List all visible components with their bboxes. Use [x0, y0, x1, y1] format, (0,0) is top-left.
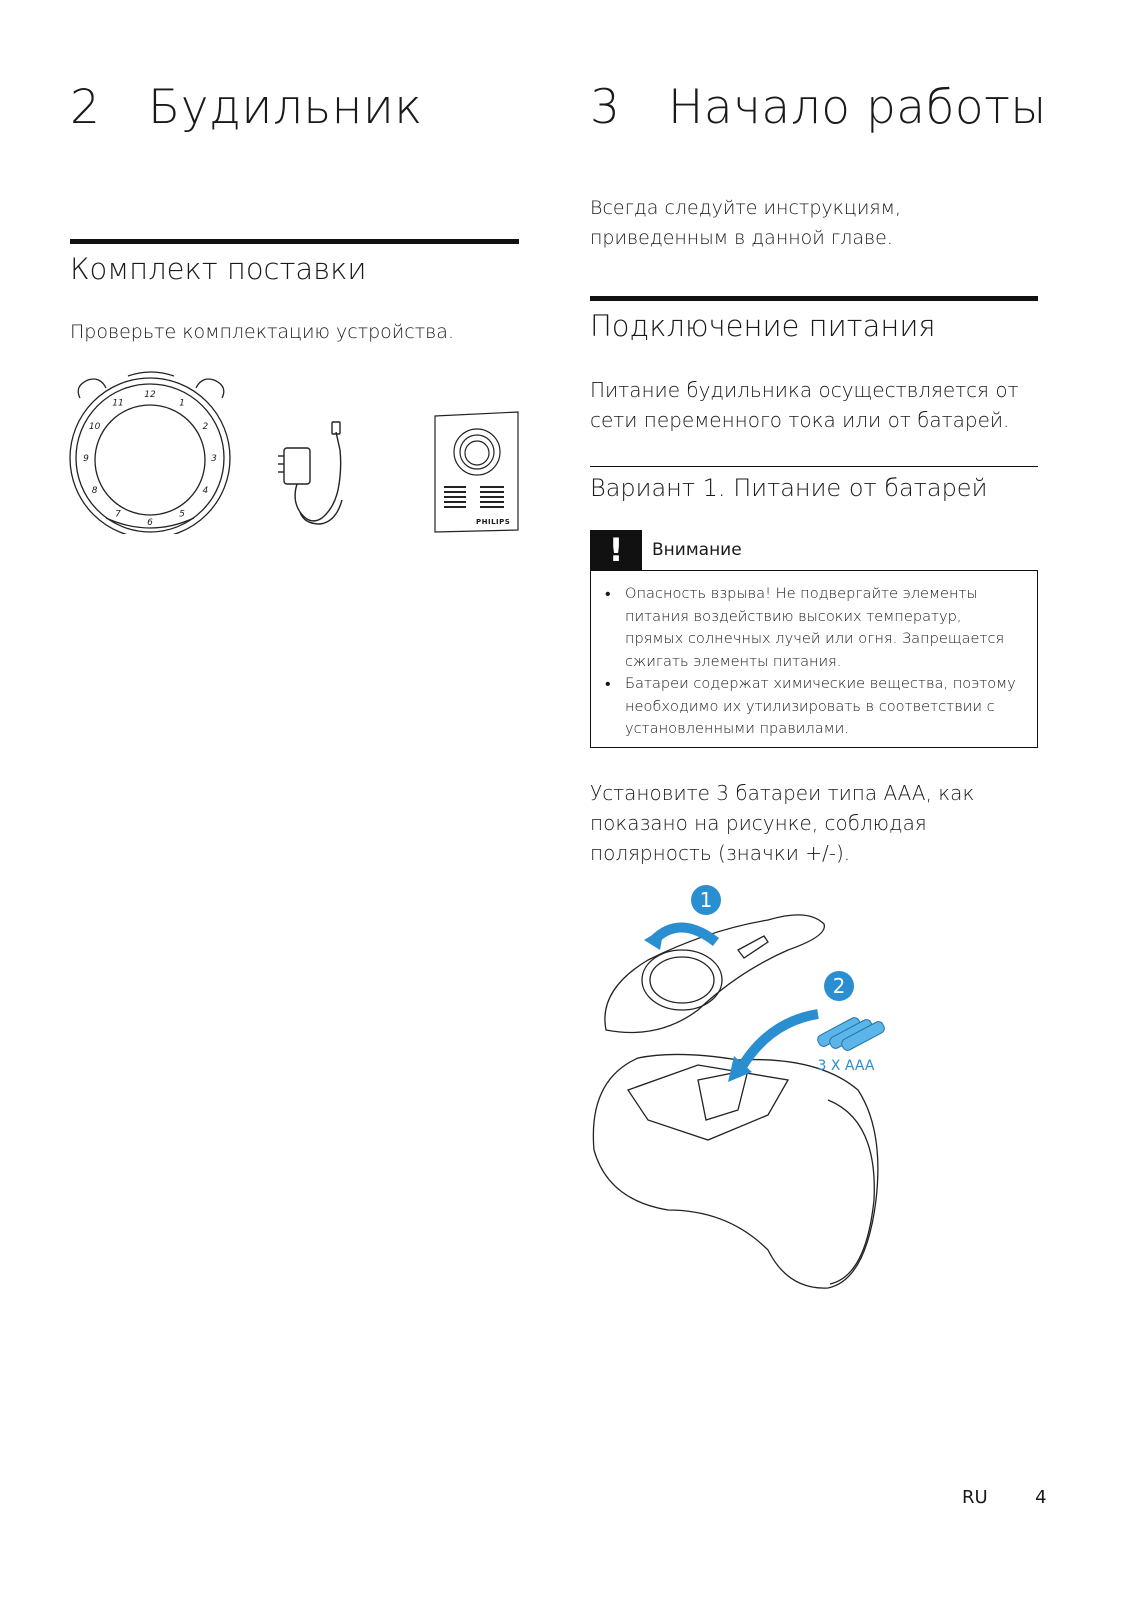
caution-item: • Батареи содержат химические вещества, поэтому необходимо их утилизировать в соответствии с установленными правилами.	[605, 673, 1023, 741]
power-adapter-illustration	[262, 420, 358, 536]
arrow-head-icon	[644, 928, 664, 950]
battery-label: 3 X AAA	[817, 1058, 875, 1074]
clock-numeral: 12	[144, 390, 156, 400]
manual-cover	[432, 410, 522, 534]
caution-box	[590, 570, 1038, 748]
caution-item: • Опасность взрыва! Не подвергайте элементы питания воздействию высоких температур, прямых солнечных лучей или огня. Запрещается сжигать элементы питания.	[605, 583, 1023, 673]
clock-numeral: 2	[202, 422, 209, 432]
clock-numeral: 8	[91, 486, 98, 496]
chapter-2-heading	[70, 80, 423, 135]
chapter-number: 2	[70, 80, 101, 135]
clock-numeral: 11	[112, 398, 124, 409]
section-divider	[590, 296, 1038, 301]
section-title-power: Подключение питания	[590, 309, 936, 343]
step-2-number: 2	[832, 974, 846, 998]
subsection-divider	[590, 466, 1038, 467]
caution-icon: !	[590, 530, 642, 570]
clock-numeral: 3	[211, 454, 217, 464]
battery-install-illustration	[588, 880, 888, 1292]
language-code: RU	[962, 1487, 988, 1508]
aaa-batteries-icon	[816, 1016, 886, 1052]
chapter-title: Будильник	[148, 80, 423, 135]
page-number: 4	[1035, 1487, 1047, 1508]
clock-numeral: 9	[83, 454, 89, 464]
alarm-clock-illustration	[66, 368, 236, 534]
section-title-contents: Комплект поставки	[70, 252, 367, 286]
chapter-title: Начало работы	[668, 80, 1047, 135]
getting-started-intro: Всегда следуйте инструкциям, приведенным в данной главе.	[590, 197, 901, 249]
arrow-insert-batteries	[740, 1014, 818, 1070]
clock-numeral: 6	[147, 518, 153, 528]
power-description: Питание будильника осуществляется от сети переменного тока или от батарей.	[590, 378, 1019, 432]
caution-title: Внимание	[652, 540, 742, 560]
section-divider	[70, 239, 519, 244]
manual-brand-logo: PHILIPS	[476, 518, 511, 526]
chapter-number: 3	[590, 80, 621, 135]
clock-numeral: 5	[179, 509, 185, 520]
page-footer	[962, 1487, 1047, 1508]
user-manual-illustration	[432, 410, 522, 534]
clock-numeral: 4	[202, 486, 209, 496]
contents-intro: Проверьте комплектацию устройства.	[70, 321, 454, 343]
subsection-title-batteries: Вариант 1. Питание от батарей	[590, 474, 988, 502]
chapter-3-heading	[590, 80, 1047, 135]
step-1-number: 1	[699, 888, 713, 912]
install-instructions: Установите 3 батареи типа AAA, как показано на рисунке, соблюдая полярность (значки +/-).	[590, 781, 975, 865]
clock-numeral: 10	[88, 422, 101, 432]
clock-numeral: 7	[115, 509, 121, 520]
clock-numeral: 1	[179, 398, 185, 409]
